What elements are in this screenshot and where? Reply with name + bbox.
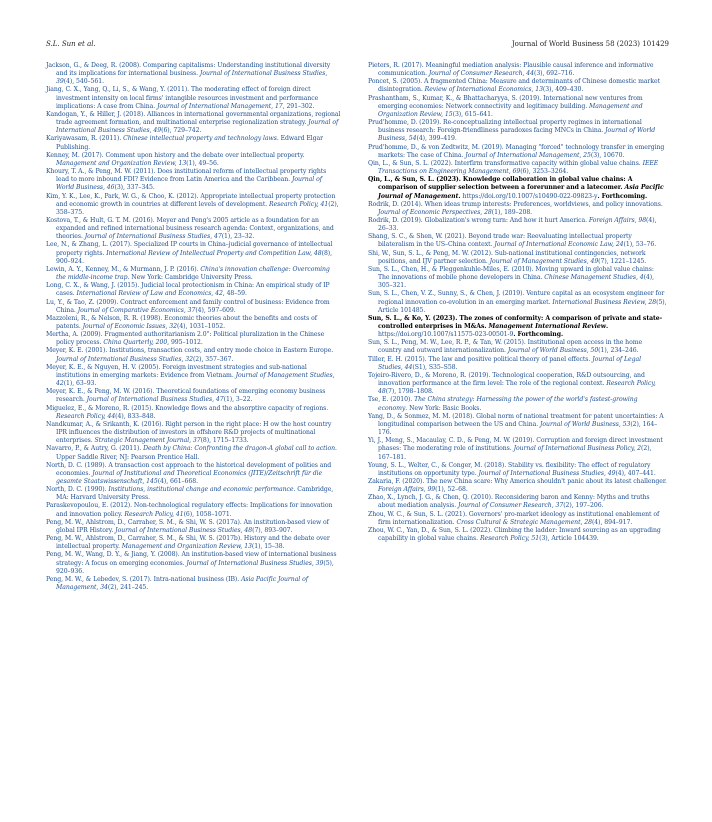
reference-text: (7), 1221–1245. (598, 257, 647, 265)
reference-text: Meyer, K. E., & Nguyen, H. V. (2005). Foreign investment strategies and sub-national institutions in emerging markets: Evidence from Vietnam. (46, 363, 307, 379)
reference-text: . (458, 192, 463, 200)
reference-text: Mertha, A. (2009). Fragmented authoritarianism 2.0": Political pluralization in the Chinese policy process. (46, 331, 325, 347)
reference-text: Peng, M. W., Ahlstrom, D., Carraher, S. M., & Shi, W. S. (2017a). An institution-based view of global IPR History. (46, 518, 329, 534)
reference-text: Sun, S. L., Peng, M. W., Lee, R. P., & Tan, W. (2015). Institutional open access in the home country and outward internationalization. (368, 339, 643, 355)
reference-journal: Journal of World Business, 46 (56, 176, 322, 192)
reference-entry[interactable] (46, 111, 341, 135)
reference-text: Kandogan, Y., & Hiller, J. (2018). Alliances in international governmental organizations, regional trade agreement formation, and multinational enterprise regionalization strategy. (46, 110, 341, 127)
reference-text: Meyer, K. E. (2001). Institutions, transaction costs, and entry mode choice in Eastern Europe. (46, 347, 334, 355)
reference-text: (2), 197–206. (563, 502, 604, 510)
reference-entry[interactable] (46, 551, 341, 575)
reference-journal: Research Policy, 44 (56, 412, 116, 420)
reference-text: (4), 305–321. (378, 274, 655, 290)
reference-journal: Journal of Economic Perspectives, 28 (378, 208, 492, 216)
reference-journal: Journal of World Business, 50 (507, 347, 599, 355)
reference-journal: Management and Organization Review, 15 (378, 102, 643, 118)
reference-journal: Journal of Legal Studies, 44 (378, 355, 641, 371)
reference-text: (8), 900–924. (56, 249, 333, 265)
reference-text: North, D. C. (1989). A transaction cost approach to the historical development of polities and economies. (46, 461, 332, 477)
reference-text: , 48–59. (222, 290, 247, 298)
reference-journal: Foreign Affairs, 99 (378, 486, 436, 494)
reference-journal: Journal of International Business Studies, 32 (56, 355, 193, 363)
reference-entry[interactable] (46, 282, 341, 298)
reference-journal: Journal of International Economic Law, 24 (494, 241, 624, 249)
reference-entry[interactable] (46, 168, 341, 192)
reference-text: (2), 164–176. (378, 420, 658, 437)
reference-text: (1), 63–93. (63, 380, 97, 388)
reference-text: Lu, Y., & Tao, Z. (2009). Contract enforcement and family control of business: Evidence from China. (46, 298, 330, 314)
reference-entry[interactable] (46, 405, 341, 421)
reference-text: (5), Article 101485. (378, 298, 667, 314)
reference-text: Kostova, T., & Hult, G. T. M. (2016). Meyer and Peng's 2005 article as a foundation for an expanded and refined international business research agenda: Context, organizations, and theories. (46, 216, 334, 241)
reference-entry[interactable] (46, 299, 341, 315)
reference-journal: Journal of International Business Studies, 49 (478, 469, 616, 477)
reference-entry[interactable] (368, 78, 667, 94)
reference-entry[interactable] (368, 119, 667, 143)
reference-text: (3), 409–430. (542, 86, 584, 94)
header-journal: Journal of World Business 58 (2023) 101429 (511, 40, 669, 48)
reference-journal: Journal of Economic Issues, 32 (82, 323, 177, 330)
reference-text: Zhao, X., Lynch, J. G., & Chen, Q. (2010). Reconsidering baron and Kenny: Myths and truths about mediation analysis. (368, 494, 650, 510)
reference-text: Mazzoleni, R., & Nelson, R. R. (1998). Economic theories about the benefits and costs of patents. (46, 314, 318, 330)
reference-text: . Upper Saddle River, NJ: Pearson Prentice Hall. (56, 445, 337, 461)
reference-text: (4), 399–419. (416, 135, 457, 143)
reference-entry[interactable] (368, 144, 667, 160)
reference-entry[interactable] (46, 193, 341, 217)
reference-text: (4), 540–561. (63, 78, 104, 86)
reference-entry[interactable] (368, 266, 667, 290)
reference-text: (1), 52–68. (435, 486, 468, 494)
reference-text: . New York: Basic Books. (405, 404, 482, 412)
reference-text: Nandkumar, A., & Srikanth, K. (2016). Right person in the right place: H ow the host country IPR influences the distribution of investors in offshore R&D projects of multinational enterprises. (46, 420, 332, 445)
reference-journal: Journal of Management Studies, 49 (489, 257, 599, 265)
reference-entry[interactable] (368, 233, 667, 249)
reference-text: Kenney, M. (2017). Comment upon history and the debate over intellectual property. (46, 151, 305, 159)
reference-entry[interactable] (368, 176, 667, 200)
reference-journal: International Review of Intellectual Property and Competition Law, 48 (106, 249, 322, 257)
reference-journal: Research Policy, 41 (269, 200, 329, 208)
reference-text: (5), 920–936. (56, 559, 334, 575)
reference-text: Zakaria, F. (2020). The new China scare: Why America shouldn't panic about its latest challenger. (368, 477, 667, 485)
reference-text: . Edward Elgar Publishing. (56, 135, 324, 151)
reference-entry[interactable] (368, 511, 667, 527)
reference-journal: Journal of World Business, 54 (378, 127, 656, 143)
reference-entry[interactable] (368, 290, 667, 314)
reference-journal: Journal of International Business Policy, 2 (513, 445, 642, 453)
references-right-column (368, 62, 667, 543)
reference-text: (2), 357–367. (192, 355, 234, 363)
reference-text: Zhou, W. C., & Sun, S. L. (2021). Governors' pro-market ideology as institutional enablement of firm internationalization. (368, 510, 660, 526)
reference-text: (4), 661–668. (157, 477, 198, 485)
reference-text: Shi, W., Sun, S. L., & Peng, M. W. (2012). Sub-national institutional contingencies, network positions, and IJV partner selection. (368, 249, 646, 265)
reference-text: (4), 833–848. (115, 412, 156, 420)
reference-entry[interactable] (46, 217, 341, 241)
reference-journal: Asia Pacific Journal of Management, 34 (56, 575, 308, 591)
reference-entry[interactable] (46, 331, 341, 347)
reference-text: Long, C. X., & Wang, J. (2015). Judicial local protectionism in China: An empirical study of IP cases. (46, 282, 330, 298)
reference-journal: Research Policy, 48 (378, 380, 656, 396)
running-header (46, 40, 669, 52)
reference-text: . Cambridge, MA: Harvard University Press. (56, 486, 334, 502)
reference-text: Tiller, E. H. (2015). The law and positive political theory of panel effects. (368, 355, 593, 363)
reference-text: Sun, S. L., & Ko, Y. (2023). The zones of conformity: A comparison of private and state-controlled enterprises in M&As. (368, 314, 663, 330)
reference-entry[interactable] (368, 527, 667, 543)
reference-text: Kim, Y. K., Lee, K., Park, W. G., & Choo, K. (2012). Appropriate intellectual property protection and economic growth in countries at different levels of development. (46, 192, 336, 208)
reference-text: . Forthcoming. (597, 192, 648, 200)
reference-text: (1), 189–208. (491, 208, 533, 216)
reference-journal: Journal of International Business Studies, 47 (86, 396, 224, 404)
reference-entry[interactable] (46, 86, 341, 110)
reference-text: Lewin, A. Y., Kenney, M., & Murmann, J. P. (2016). (46, 265, 201, 273)
reference-text: (4), 597–609. (195, 306, 236, 314)
reference-text: Miguelez, E., & Moreno, R. (2015). Knowledge flows and the absorptive capacity of regions. (46, 404, 329, 412)
reference-journal: International Review of Law and Economics, 42 (76, 290, 223, 298)
reference-journal: Cross Cultural & Strategic Management, 28 (456, 518, 592, 526)
reference-entry[interactable] (368, 250, 667, 266)
reference-doi-link[interactable]: https://doi.org/10.1007/s11575-023-00501-9 (378, 331, 514, 339)
reference-journal: Asia Pacific Journal of Management (378, 184, 664, 200)
reference-entry[interactable] (46, 347, 341, 363)
reference-text: Prud'homme, D., & von Zedtwitz, M. (2019). Managing "forced" technology transfer in emerging markets: The case of China. (368, 143, 665, 159)
reference-text: . Forthcoming. (513, 331, 564, 339)
reference-text: Tse, E. (2010). (368, 396, 415, 404)
reference-text: Jiang, C. X., Yang, Q., Li, S., & Wang, Y. (2011). The moderating effect of foreign direct investment intensity on local firms' intangible resources investment and performance implications: A case from China. (46, 86, 319, 110)
reference-entry[interactable] (46, 266, 341, 282)
reference-text: Yang, D., & Sonmez, M. M. (2018). Global norm of national treatment for patent uncertainties: A longitudinal comparison between the US and China. (368, 412, 664, 428)
reference-journal: IEEE Transactions on Engineering Management, 69 (378, 159, 659, 176)
reference-text: Paraskevopoulou, E. (2012). Non-technological regulatory effects: Implications for innovation and innovation policy. (46, 502, 333, 518)
reference-text: Peng, M. W., Wang, D. Y., & Jiang, Y. (2008). An institution-based view of international business strategy: A focus on emerging economies. (46, 551, 337, 567)
reference-entry[interactable] (368, 372, 667, 396)
reference-text: Navarro, P., & Autry, G. (2011). (46, 445, 144, 453)
reference-journal: Journal of International Management, 17 (157, 102, 283, 110)
reference-journal: Research Policy, 41 (124, 510, 184, 518)
reference-entry[interactable] (46, 486, 341, 502)
reference-entry[interactable] (368, 494, 667, 510)
reference-entry[interactable] (46, 519, 341, 535)
reference-entry[interactable] (368, 315, 667, 339)
reference-entry[interactable] (368, 478, 667, 494)
reference-entry[interactable] (46, 135, 341, 151)
reference-journal: Foreign Affairs, 98 (588, 216, 647, 224)
reference-entry[interactable] (46, 152, 341, 168)
reference-text: (6), 1058–1071. (183, 510, 232, 518)
reference-text: Qin, L., & Sun, S. L. (2022). Interfirm transformative capacity within global value chains. (368, 159, 643, 167)
reference-journal: Journal of World Business, 53 (540, 420, 631, 428)
reference-entry[interactable] (368, 201, 667, 217)
reference-entry[interactable] (368, 437, 667, 461)
reference-text: (S1), S35–S58. (412, 363, 458, 371)
reference-journal: The China strategy: Harnessing the power of the world's fastest-growing economy (378, 396, 638, 412)
reference-text: (6), 3253–3264. (520, 168, 569, 176)
reference-text: , 291–302. (282, 102, 315, 110)
reference-text: (3), 692–716. (533, 70, 575, 78)
reference-text: North, D. C. (1990). (46, 486, 109, 494)
reference-text: Lee, N., & Zhang, L. (2017). Specialized IP courts in China–judicial governance of intellectual property rights. (46, 241, 333, 257)
reference-entry[interactable] (46, 535, 341, 551)
reference-text: Rodrik, D. (2019). Globalization's wrong turn: And how it hurt America. (368, 216, 589, 224)
reference-journal: Journal of Management Studies, 42 (56, 371, 335, 388)
reference-text: (4), 894–917. (591, 518, 633, 526)
reference-entry[interactable] (46, 364, 341, 388)
reference-entry[interactable] (46, 62, 341, 86)
reference-journal: Institutions, institutional change and economic performance (108, 486, 294, 494)
reference-text: (3), Article 104439. (539, 535, 599, 543)
reference-entry[interactable] (368, 217, 667, 233)
reference-text: (1), 3–22. (223, 396, 253, 404)
reference-journal: Journal of International Business Studies, 39 (186, 559, 324, 567)
reference-text: (2), 241–245. (107, 584, 149, 591)
reference-journal: Journal of International Business Studies, 49 (56, 119, 339, 135)
reference-text: Sun, S. L., Chen, V. Z., Sunny, S., & Chen, J. (2019). Venture capital as an ecosystem engineer for regional innovation co-evolution in an emerging market. (368, 290, 665, 306)
reference-text: (3), 615–641. (452, 110, 493, 118)
reference-text: (4), 407–441. (615, 469, 656, 477)
reference-text: (1), 234–246. (598, 347, 639, 355)
reference-entry[interactable] (368, 413, 667, 437)
reference-journal: Chinese intellectual property and technology laws (123, 135, 277, 143)
reference-text: Prud'homme, D. (2019). Re-conceptualizing intellectual property regimes in international business research: Foreign-friendliness paradoxes facing MNCs in China. (368, 119, 642, 135)
reference-doi-link[interactable]: https://doi.org/10.1007/s10490-022-09823-y (462, 192, 598, 200)
reference-entry[interactable] (46, 388, 341, 404)
header-authors: S.L. Sun et al. (46, 40, 96, 48)
reference-text: . New York: Cambridge University Press. (127, 274, 253, 282)
reference-entry[interactable] (46, 462, 341, 486)
reference-text: Rodrik, D. (2014). When ideas trump interests: Preferences, worldviews, and policy innovations. (368, 200, 663, 208)
reference-text: (3), 10670. (590, 151, 625, 159)
reference-text: (7), 893–907. (252, 526, 293, 534)
reference-text: (8), 1715–1733. (200, 437, 249, 445)
references-left-column (46, 62, 341, 592)
reference-journal: Journal of Consumer Research, 37 (458, 502, 564, 510)
reference-journal: Journal of International Management, 25 (465, 151, 591, 159)
reference-journal: Journal of International Business Studies, 47 (84, 233, 222, 241)
reference-text: Zhou, W. C., Yan, D., & Sun, S. L. (2022). Climbing the ladder: Inward sourcing as an upgrading capability in global value chains. (368, 526, 661, 543)
reference-journal: International Business Review, 28 (552, 298, 657, 306)
reference-entry[interactable] (46, 576, 341, 592)
reference-text: Poncet, S. (2005). A fragmented China: Measure and determinants of Chinese domestic market disintegration. (368, 78, 661, 94)
reference-text: Yi, J., Meng, S., Macaulay, C. D., & Peng, M. W. (2019). Corruption and foreign direct investment phases: The moderating role of institutions. (368, 437, 663, 453)
reference-journal: Research Policy, 51 (479, 535, 540, 543)
reference-text: Young, S. L., Welter, C., & Conger, M. (2018). Stability vs. flexibility: The effect of regulatory institutions on opportunity type. (368, 461, 651, 477)
reference-text: (4), 26–33. (378, 216, 657, 233)
reference-text: (1), 15–38. (251, 543, 285, 551)
reference-entry[interactable] (368, 95, 667, 119)
reference-text: Qin, L., & Sun, S. L. (2023). Knowledge collaboration in global value chains: A comparison of supplier selection between a forerunner and a latecomer. (368, 176, 633, 192)
reference-journal: Review of International Economics, 13 (424, 86, 543, 94)
reference-journal: Journal of International Business Studies, 48 (115, 526, 253, 534)
reference-text: Shang, S. C., & Shen, W. (2021). Beyond trade war: Reevaluating intellectual property bilateralism in the US–China context. (368, 233, 632, 249)
reference-entry[interactable] (46, 241, 341, 265)
reference-entry[interactable] (46, 445, 341, 461)
reference-entry[interactable] (368, 339, 667, 355)
reference-text: (2), 167–181. (378, 445, 652, 461)
reference-journal: Management International Review (488, 323, 606, 330)
reference-entry[interactable] (368, 62, 667, 78)
reference-journal: China's innovation challenge: Overcoming the middle-income trap (56, 265, 330, 282)
reference-journal: Journal of Comparative Economics, 37 (77, 306, 196, 314)
reference-text: . (605, 323, 609, 330)
reference-text: Meyer, K. E., & Peng, M. W. (2016). Theoretical foundations of emerging economy business research. (46, 388, 326, 404)
reference-text: (7), 1798–1808. (385, 388, 434, 396)
reference-text: Kariyawasam, R. (2011). (46, 135, 124, 143)
reference-text: Sun, S. L., Chen, H., & Pleggenkuhle-Miles, E. (2010). Moving upward in global value chains: The innovations of mobile phone developers in China. (368, 265, 654, 282)
reference-entry[interactable] (46, 315, 341, 331)
reference-text: Prashantham, S., Kumar, K., & Bhattacharyya, S. (2019). International new ventures from emerging economies: Network connectivity and legitimacy building. (368, 94, 643, 110)
reference-journal: Journal of Institutional and Theoretical Economics (JITE)/Zeitschrift für die gesamte Staatswissenschaft, 145 (56, 469, 323, 485)
reference-text: Peng, M. W., Ahlstrom, D., Carraher, S. M., & Shi, W. S. (2017b). History and the debate over intellectual property. (46, 535, 330, 551)
reference-text: (3), 337–345. (114, 184, 155, 192)
reference-entry[interactable] (46, 502, 341, 518)
reference-journal: Management and Organization Review, 13 (56, 159, 187, 167)
reference-entry[interactable] (368, 462, 667, 478)
reference-text: Tojeiro-Rivero, D., & Moreno, R. (2019). Technological cooperation, R&D outsourcing, and innovation performance at the firm level: The role of the regional context. (368, 371, 645, 388)
reference-journal: Strategic Management Journal, 37 (94, 437, 201, 445)
reference-text: Peng, M. W., & Lebedev, S. (2017). Intra-national business (IB). (46, 575, 242, 583)
reference-journal: Journal of International Business Studies, 39 (56, 70, 328, 86)
reference-journal: Journal of Consumer Research, 44 (428, 70, 534, 78)
reference-text: (1), 49–56. (186, 159, 219, 167)
reference-entry[interactable] (46, 421, 341, 445)
reference-text: (6), 729–742. (161, 127, 202, 135)
reference-text: Pieters, R. (2017). Meaningful mediation analysis: Plausible causal inference and informative communication. (368, 62, 654, 78)
reference-text: (1), 53–76. (623, 241, 657, 249)
reference-text: (1), 23–32. (221, 233, 255, 241)
reference-text: (4), 1031–1052. (176, 323, 225, 330)
reference-entry[interactable] (368, 160, 667, 176)
reference-journal: China Quarterly, 200 (103, 339, 168, 347)
reference-entry[interactable] (368, 356, 667, 372)
reference-entry[interactable] (368, 396, 667, 412)
reference-text: , 995–1012. (167, 339, 203, 347)
reference-journal: Chinese Management Studies, 4 (544, 274, 644, 282)
reference-journal: Management and Organization Review, 13 (121, 543, 252, 551)
reference-text: Jackson, G., & Deeg, R. (2008). Comparing capitalisms: Understanding institutional diversity and its implications for international business. (46, 62, 331, 78)
reference-text: Khoury, T. A., & Peng, M. W. (2011). Does institutional reform of intellectual property rights lead to more inbound FDI? Evidence from Latin America and the Caribbean. (46, 168, 327, 184)
reference-journal: Death by China: Confronting the dragon-A global call to action (143, 445, 335, 453)
reference-text: (2), 358–375. (56, 200, 339, 216)
